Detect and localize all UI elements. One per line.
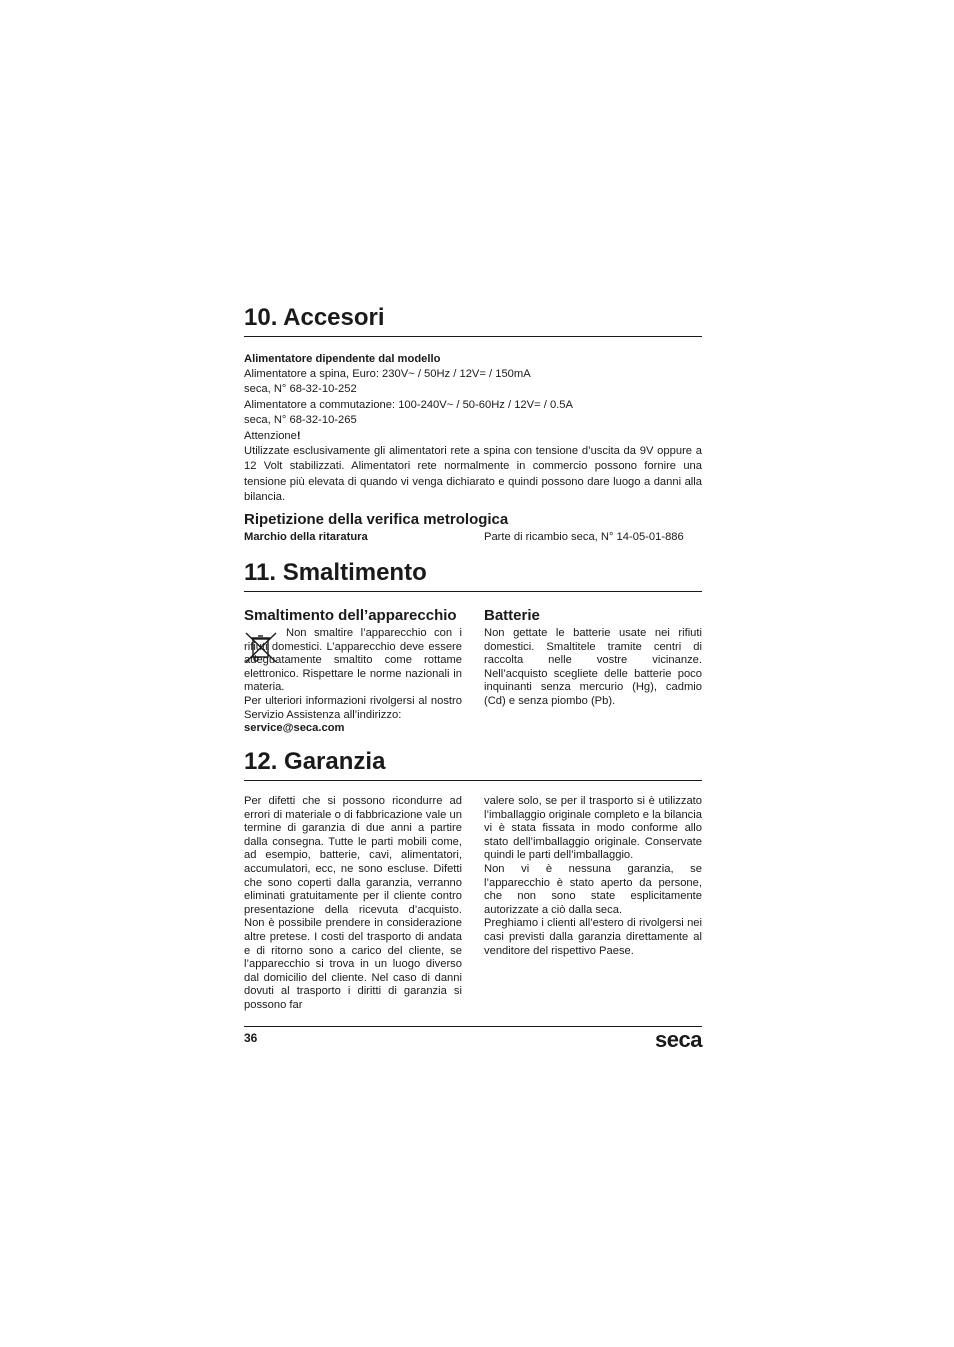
warranty-paragraph-4: Preghiamo i clienti all’estero di rivolgersi nei casi previsti dalla garanzia direttamente al venditore del rispettivo Paese. bbox=[484, 917, 702, 957]
disposal-heading: Smaltimento dell’apparecchio bbox=[244, 607, 457, 624]
power-supply-line-4: seca, N° 68-32-10-265 bbox=[244, 414, 357, 426]
page-number: 36 bbox=[244, 1031, 258, 1045]
section-10-title: 10. Accesori bbox=[244, 304, 702, 337]
warranty-paragraph-3: Non vi è nessuna garanzia, se l’apparecchio è stato aperto da persone, che non sono state esplicitamente autorizzate a ciò dalla seca. bbox=[484, 862, 702, 916]
attention-label: Attenzione bbox=[244, 430, 297, 442]
seca-logo: seca bbox=[655, 1027, 702, 1052]
disposal-text bbox=[244, 627, 462, 736]
section-12-title: 12. Garanzia bbox=[244, 748, 702, 781]
attention-line bbox=[244, 429, 301, 444]
batteries-text bbox=[484, 627, 702, 709]
warranty-left-column bbox=[244, 795, 462, 1013]
power-supply-line-2: seca, N° 68-32-10-252 bbox=[244, 383, 357, 395]
recalibration-value: Parte di ricambio seca, N° 14-05-01-886 bbox=[484, 531, 684, 543]
power-supply-warning: Utilizzate esclusivamente gli alimentatori rete a spina con tensione d’uscita da 9V oppure a 12 Volt stabilizzati. Alimentatori rete normalmente in commercio possono fornire una tensione più elevata di quando vi venga dichiarato e quindi possono dare luogo a danni alla bilancia. bbox=[244, 445, 702, 503]
warranty-paragraph-2: valere solo, se per il trasporto si è utilizzato l’imballaggio originale completo e la bilancia vi è stata fissata in modo conforme allo stato dell’imballaggio originale. Conservate quindi le parti dell’imballaggio. bbox=[484, 795, 702, 862]
warranty-right-column bbox=[484, 795, 702, 958]
section-11-title: 11. Smaltimento bbox=[244, 559, 702, 592]
attention-mark: ! bbox=[296, 430, 301, 442]
batteries-paragraph: Non gettate le batterie usate nei rifiuti domestici. Smaltitele tramite centri di raccolta nelle vostre vicinanze. Nell’acquisto scegliete delle batterie poco inquinanti senza mercurio (Hg), cadmio (Cd) e senza piombo (Pb). bbox=[484, 627, 702, 707]
recalibration-label: Marchio della ritaratura bbox=[244, 531, 368, 543]
disposal-contact: Per ulteriori informazioni rivolgersi al nostro Servizio Assistenza all’indirizzo: bbox=[244, 694, 462, 721]
power-supply-line-3: Alimentatore a commutazione: 100-240V~ / 50-60Hz / 12V= / 0.5A bbox=[244, 399, 573, 411]
batteries-heading: Batterie bbox=[484, 607, 540, 624]
service-email[interactable]: service@seca.com bbox=[244, 722, 345, 735]
power-supply-line-1: Alimentatore a spina, Euro: 230V~ / 50Hz / 12V= / 150mA bbox=[244, 368, 531, 380]
disposal-paragraph: Non smaltire l’apparecchio con i rifiuti domestici. L’apparecchio deve essere adeguatamente smaltito come rottame elettronico. Rispettare le norme nazionali in materia. bbox=[244, 627, 462, 694]
warranty-paragraph-1: Per difetti che si possono ricondurre ad errori di materiale o di fabbricazione vale un termine di garanzia di due anni a partire dalla consegna. Tutte le parti mobili come, ad esempio, batterie, cavi, alimentatori, accumulatori, ecc, ne sono escluse. Difetti che sono coperti dalla garanzia, verranno eliminati gratuitamente per il cliente contro presentazione della ricevuta d’acquisto. Non è possibile prendere in considerazione altre pretese. I costi del trasporto di andata e di ritorno sono a carico del cliente, se l’apparecchio si trova in un luogo diverso dal domicilio del cliente. Nel caso di danni dovuti al trasporto i diritti di garanzia si possono far bbox=[244, 795, 462, 1011]
footer-rule bbox=[244, 1026, 702, 1027]
power-supply-heading: Alimentatore dipendente dal modello bbox=[244, 353, 441, 365]
recalibration-heading: Ripetizione della verifica metrologica bbox=[244, 511, 509, 528]
